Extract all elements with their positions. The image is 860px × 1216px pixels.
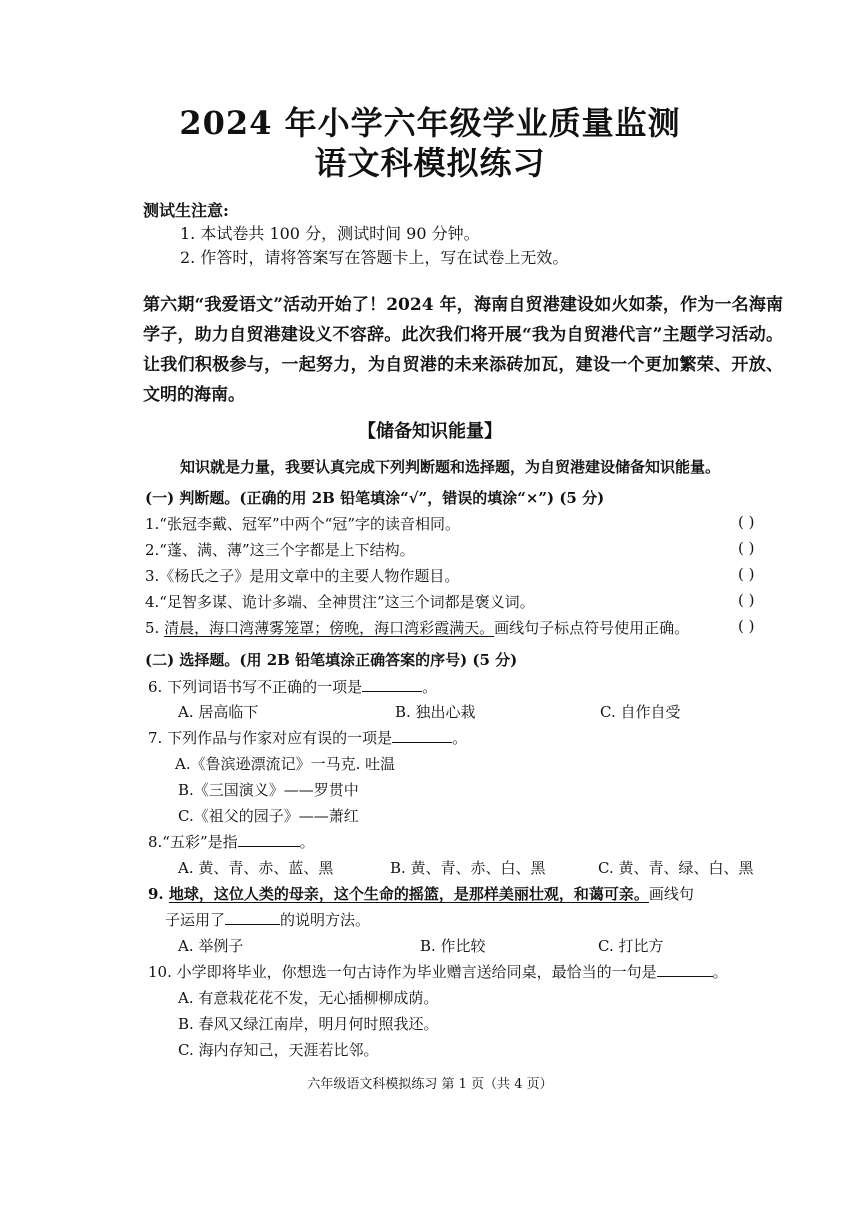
question-end: 。 [712, 963, 728, 981]
section-description: 知识就是力量，我要认真完成下列判断题和选择题，为自贸港建设储备知识能量。 [180, 458, 721, 476]
question-stem: 6. 下列词语书写不正确的一项是 [148, 678, 363, 696]
answer-blank [225, 910, 280, 925]
option: C.《祖父的园子》——萧红 [178, 807, 359, 825]
option: C. 海内存知己，天涯若比邻。 [178, 1041, 379, 1059]
option: A.《鲁滨逊漂流记》一马克. 吐温 [175, 755, 396, 773]
answer-blank [392, 728, 452, 743]
judge-question: 3.《杨氏之子》是用文章中的主要人物作题目。 [145, 567, 460, 585]
notice-item: 2. 作答时，请将答案写在答题卡上，写在试卷上无效。 [180, 248, 569, 267]
answer-parenthesis: ( ) [738, 591, 755, 609]
option: A. 举例子 [178, 937, 244, 955]
question-number: 9. [148, 885, 164, 903]
option: B. 作比较 [420, 937, 486, 955]
answer-blank [238, 832, 300, 847]
option: B. 独出心栽 [395, 703, 476, 721]
page-footer: 六年级语文科模拟练习 第 1 页（共 4 页） [307, 1077, 553, 1092]
judge-question [145, 617, 689, 638]
part2-heading: (二) 选择题。(用 2B 铅笔填涂正确答案的序号) (5 分) [145, 651, 518, 669]
question-end: 。 [422, 678, 438, 696]
option: C. 黄、青、绿、白、黑 [598, 859, 754, 877]
question-end: 的说明方法。 [280, 911, 371, 929]
option: A. 有意栽花花不发，无心插柳柳成荫。 [178, 989, 439, 1007]
option: B. 黄、青、赤、白、黑 [390, 859, 546, 877]
option: C. 自作自受 [600, 703, 681, 721]
option: A. 居高临下 [178, 703, 259, 721]
exam-title: 2024 年小学六年级学业质量监测 [179, 104, 681, 142]
answer-blank [362, 677, 422, 692]
choice-question-6 [148, 676, 437, 697]
intro-paragraph: 第六期“我爱语文”活动开始了！2024 年，海南自贸港建设如火如荼，作为一名海南学子，助力自贸港建设义不容辞。此次我们将开展“我为自贸港代言”主题学习活动。让我们积极参与，一起努力，为自贸港的未来添砖加瓦，建设一个更加繁荣、开放、文明的海南。 [143, 295, 783, 405]
option: C. 打比方 [598, 937, 664, 955]
judge-question: 1.“张冠李戴、冠军”中两个“冠”字的读音相同。 [145, 515, 460, 533]
notice-heading: 测试生注意: [143, 201, 229, 220]
question-end: 。 [299, 833, 315, 851]
answer-parenthesis: ( ) [738, 617, 755, 635]
answer-parenthesis: ( ) [738, 513, 755, 531]
exam-subtitle: 语文科模拟练习 [314, 144, 546, 182]
question-stem: 子运用了 [165, 911, 226, 929]
question-stem: 10. 小学即将毕业，你想选一句古诗作为毕业赠言送给同桌，最恰当的一句是 [148, 963, 657, 981]
question-stem: 8.“五彩”是指 [148, 833, 238, 851]
question-end: 。 [452, 729, 468, 747]
question-text: 画线句 [648, 885, 694, 903]
choice-question-10 [148, 961, 728, 982]
section-title: 【储备知识能量】 [358, 421, 502, 442]
question-number: 5. [145, 619, 160, 637]
answer-parenthesis: ( ) [738, 565, 755, 583]
judge-question: 4.“足智多谋、诡计多端、全神贯注”这三个词都是褒义词。 [145, 593, 535, 611]
underlined-sentence: 清晨，海口湾薄雾笼罩；傍晚，海口湾彩霞满天。 [164, 619, 495, 637]
part1-heading: (一) 判断题。(正确的用 2B 铅笔填涂“√”，错误的填涂“×”) (5 分) [145, 489, 605, 507]
choice-question-8 [148, 831, 315, 852]
option: B.《三国演义》——罗贯中 [178, 781, 359, 799]
option: B. 春风又绿江南岸，明月何时照我还。 [178, 1015, 439, 1033]
question-continuation [165, 909, 370, 930]
notice-item: 1. 本试卷共 100 分，测试时间 90 分钟。 [180, 224, 480, 243]
answer-parenthesis: ( ) [738, 539, 755, 557]
underlined-sentence: 地球，这位人类的母亲，这个生命的摇篮，是那样美丽壮观，和蔼可亲。 [168, 885, 649, 903]
answer-blank [657, 962, 713, 977]
question-stem: 7. 下列作品与作家对应有误的一项是 [148, 729, 393, 747]
question-text: 画线句子标点符号使用正确。 [494, 619, 690, 637]
judge-question: 2.“蓬、满、薄”这三个字都是上下结构。 [145, 541, 415, 559]
choice-question-9 [148, 883, 694, 904]
choice-question-7 [148, 727, 467, 748]
option: A. 黄、青、赤、蓝、黑 [178, 859, 334, 877]
